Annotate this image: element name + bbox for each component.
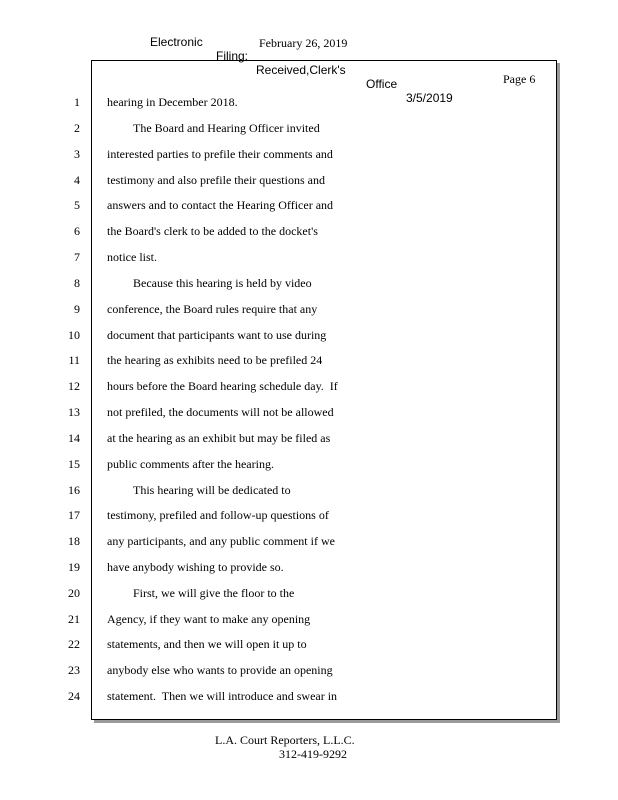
line-number: 24: [68, 689, 80, 703]
transcript-line: This hearing will be dedicated to: [133, 483, 291, 497]
reporter-phone: 312-419-9292: [279, 747, 347, 761]
filing-stamp-date: 3/5/2019: [406, 91, 453, 105]
transcript-line: testimony and also prefile their questions and: [107, 173, 325, 187]
line-number: 7: [74, 250, 80, 264]
line-number: 6: [74, 224, 80, 238]
line-number: 2: [74, 121, 80, 135]
transcript-line: notice list.: [107, 250, 157, 264]
filing-stamp-word: Received,Clerk's: [256, 63, 346, 77]
line-number: 12: [68, 379, 80, 393]
line-number: 5: [74, 198, 80, 212]
transcript-line: hearing in December 2018.: [107, 95, 238, 109]
transcript-line: the hearing as exhibits need to be prefiled 24: [107, 353, 323, 367]
transcript-date: February 26, 2019: [259, 36, 348, 50]
line-number: 1: [74, 95, 80, 109]
line-number: 8: [74, 276, 80, 290]
line-number: 3: [74, 147, 80, 161]
line-number: 20: [68, 586, 80, 600]
transcript-line: Because this hearing is held by video: [133, 276, 312, 290]
line-number: 13: [68, 405, 80, 419]
line-number: 19: [68, 560, 80, 574]
filing-stamp-word: Filing:: [216, 49, 249, 63]
line-number: 17: [68, 508, 80, 522]
line-number: 10: [68, 328, 80, 342]
reporter-company: L.A. Court Reporters, L.L.C.: [215, 733, 355, 747]
transcript-line: Agency, if they want to make any opening: [107, 612, 311, 626]
line-number: 21: [68, 612, 80, 626]
transcript-line: not prefiled, the documents will not be allowed: [107, 405, 334, 419]
line-number: 15: [68, 457, 80, 471]
transcript-line: statement. Then we will introduce and swear in: [107, 689, 338, 703]
line-number: 11: [68, 353, 80, 367]
transcript-line: interested parties to prefile their comments and: [107, 147, 333, 161]
line-number: 4: [74, 173, 80, 187]
transcript-line: have anybody wishing to provide so.: [107, 560, 284, 574]
transcript-line: testimony, prefiled and follow-up questions of: [107, 508, 329, 522]
transcript-line: document that participants want to use during: [107, 328, 327, 342]
transcript-line: anybody else who wants to provide an opening: [107, 663, 333, 677]
line-number: 9: [74, 302, 80, 316]
line-number: 22: [68, 637, 80, 651]
transcript-line: public comments after the hearing.: [107, 457, 274, 471]
line-number: 14: [68, 431, 80, 445]
filing-stamp-word: Office: [366, 77, 398, 91]
transcript-line: hours before the Board hearing schedule day. If: [107, 379, 338, 393]
transcript-line: at the hearing as an exhibit but may be filed as: [107, 431, 331, 445]
page-number: Page 6: [503, 72, 536, 86]
line-number: 16: [68, 483, 80, 497]
transcript-line: the Board's clerk to be added to the docket's: [107, 224, 318, 238]
filing-stamp-word: Electronic: [150, 35, 203, 49]
transcript-line: conference, the Board rules require that any: [107, 302, 318, 316]
line-number: 23: [68, 663, 80, 677]
transcript-line: First, we will give the floor to the: [133, 586, 295, 600]
line-number: 18: [68, 534, 80, 548]
transcript-line: statements, and then we will open it up to: [107, 637, 307, 651]
transcript-line: The Board and Hearing Officer invited: [133, 121, 320, 135]
transcript-line: any participants, and any public comment if we: [107, 534, 335, 548]
transcript-line: answers and to contact the Hearing Officer and: [107, 198, 334, 212]
